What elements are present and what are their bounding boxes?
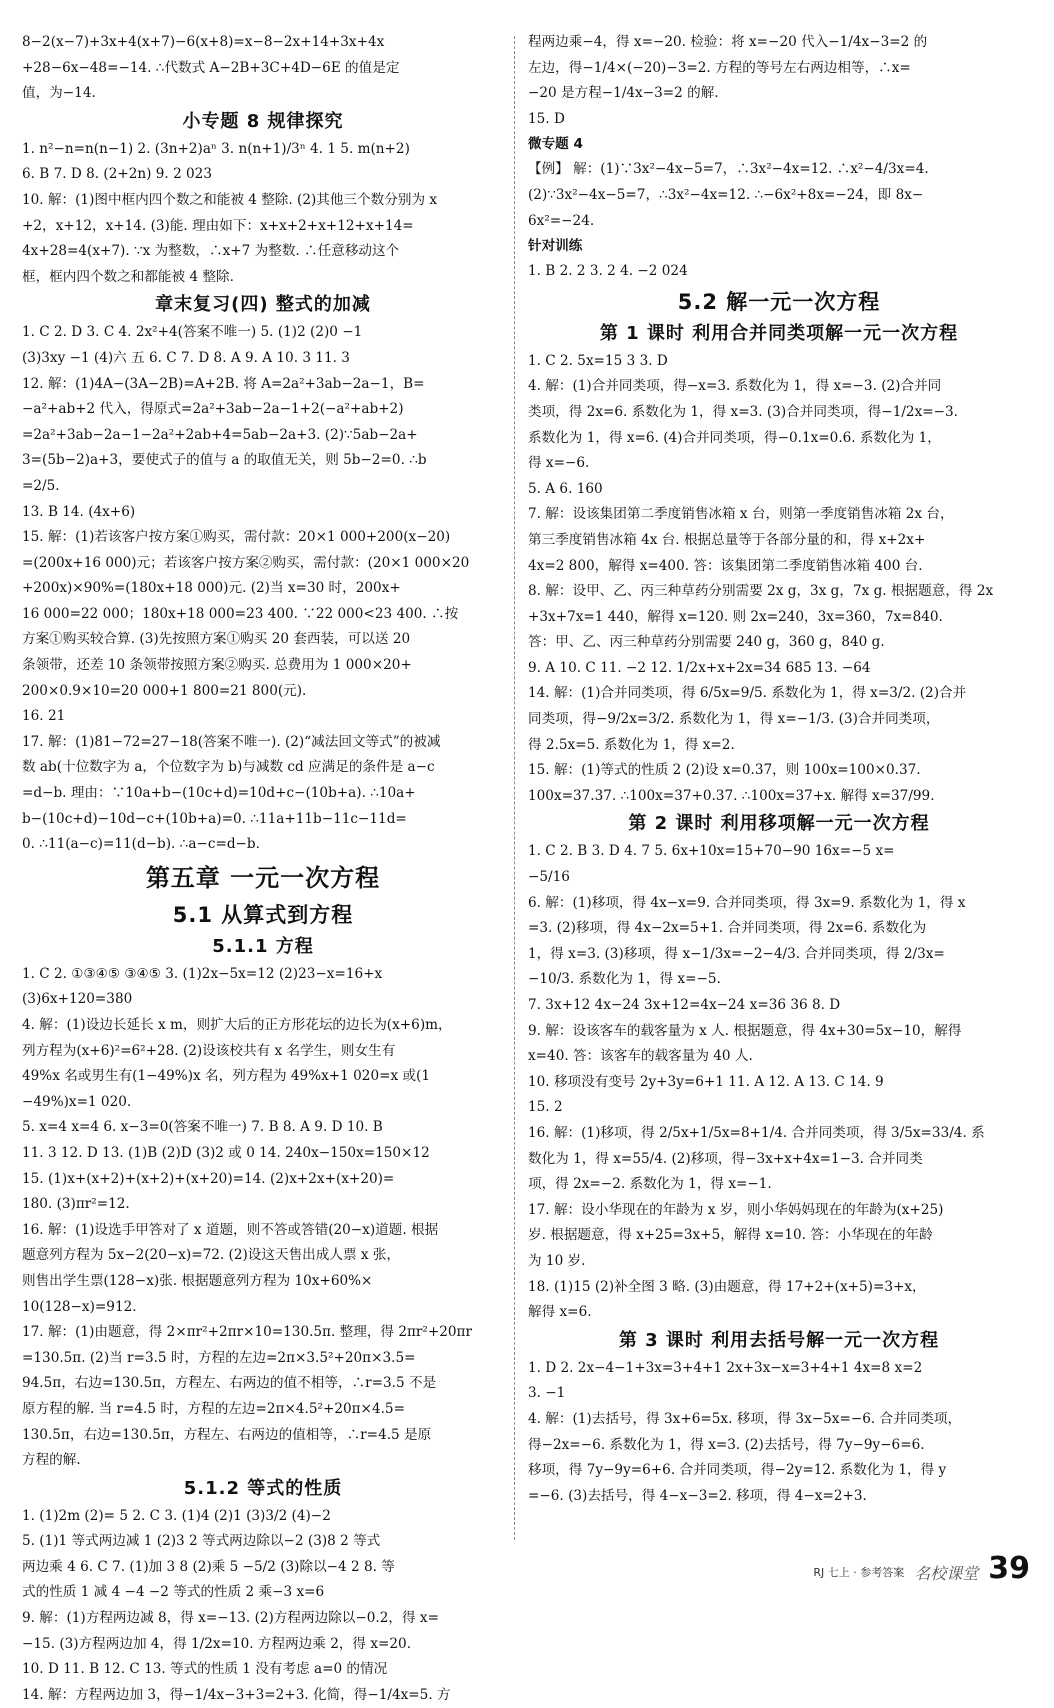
answer-line: 式的性质 1 减 4 −4 −2 等式的性质 2 乘−3 x=6 bbox=[22, 1584, 325, 1601]
answer-line: 5. x=4 x=4 6. x−3=0(答案不唯一) 7. B 8. A 9. D 10. B bbox=[22, 1119, 383, 1136]
answer-line: 则售出学生票(128−x)张. 根据题意列方程为 10x+60%× bbox=[22, 1272, 373, 1289]
answer-line: 12. 解：(1)4A−(3A−2B)=A+2B. 将 A=2a²+3ab−2a−1，B= bbox=[22, 375, 425, 392]
answer-line: 答：甲、乙、丙三种草药分别需要 240 g，360 g，840 g. bbox=[528, 634, 885, 651]
answer-line: 左边，得−1/4×(−20)−3=2. 方程的等号左右两边相等，∴x= bbox=[528, 59, 911, 76]
answer-line: 原方程的解. 当 r=4.5 时，方程的左边=2π×4.5²+20π×4.5= bbox=[22, 1400, 405, 1417]
answer-line: 10. D 11. B 12. C 13. 等式的性质 1 没有考虑 a=0 的情况 bbox=[22, 1661, 388, 1678]
answer-line: =d−b. 理由：∵10a+b−(10c+d)=10d+c−(10b+a). ∴10a+ bbox=[22, 785, 416, 802]
section-heading: 章末复习(四) 整式的加减 bbox=[155, 294, 371, 316]
subsection-label: 微专题 4 bbox=[528, 136, 583, 153]
answer-line: 题意列方程为 5x−2(20−x)=72. (2)设这天售出成人票 x 张， bbox=[22, 1247, 401, 1264]
answer-line: =(200x+16 000)元；若该客户按方案②购买，需付款：(20×1 000×20 bbox=[22, 554, 470, 571]
answer-line: 1，得 x=3. (3)移项，得 x−1/3x=−2−4/3. 合并同类项，得 2/3x= bbox=[528, 945, 945, 962]
answer-line: 14. 解：(1)合并同类项，得 6/5x=9/5. 系数化为 1，得 x=3/2. (2)合并 bbox=[528, 685, 967, 702]
answer-line: 同类项，得−9/2x=3/2. 系数化为 1，得 x=−1/3. (3)合并同类项， bbox=[528, 711, 940, 728]
section-heading: 第 3 课时 利用去括号解一元一次方程 bbox=[618, 1329, 940, 1351]
answer-line: 1. D 2. 2x−4−1+3x=3+4+1 2x+3x−x=3+4+1 4x=8 x=2 bbox=[528, 1359, 923, 1376]
left-column bbox=[22, 30, 504, 1708]
answer-line: 16 000=22 000；180x+18 000=23 400. ∵22 000<23 400. ∴按 bbox=[22, 605, 459, 622]
answer-line: 岁. 根据题意，得 x+25=3x+5，解得 x=10. 答：小华现在的年龄 bbox=[528, 1227, 933, 1244]
answer-line: 16. 解：(1)设选手甲答对了 x 道题，则不答或答错(20−x)道题. 根据 bbox=[22, 1221, 439, 1238]
answer-line: 15. D bbox=[528, 110, 565, 127]
answer-line: 5. (1)1 等式两边减 1 (2)3 2 等式两边除以−2 (3)8 2 等式 bbox=[22, 1533, 381, 1550]
answer-line: 得 x=−6. bbox=[528, 455, 590, 472]
answer-line: 1. n²−n=n(n−1) 2. (3n+2)aⁿ 3. n(n+1)/3ⁿ 4. 1 5. m(n+2) bbox=[22, 140, 410, 157]
answer-line: 条领带，还差 10 条领带按照方案②购买. 总费用为 1 000×20+ bbox=[22, 657, 412, 674]
answer-line: 9. 解：设该客车的载客量为 x 人. 根据题意，得 4x+30=5x−10，解得 bbox=[528, 1022, 962, 1039]
answer-line: −5/16 bbox=[528, 869, 570, 886]
answer-line: 值，为−14. bbox=[22, 85, 96, 102]
answer-line: 4. 解：(1)合并同类项，得−x=3. 系数化为 1，得 x=−3. (2)合并同 bbox=[528, 378, 942, 395]
answer-line: 14. 解：方程两边加 3，得−1/4x−3+3=2+3. 化简，得−1/4x=5. 方 bbox=[22, 1686, 451, 1703]
answer-line: (3)3xy −1 (4)六 五 6. C 7. D 8. A 9. A 10. 3 11. 3 bbox=[22, 349, 350, 366]
answer-line: 方案①购买较合算. (3)先按照方案①购买 20 套西装，可以送 20 bbox=[22, 631, 411, 648]
answer-line: 4. 解：(1)去括号，得 3x+6=5x. 移项，得 3x−5x=−6. 合并同类项， bbox=[528, 1410, 962, 1427]
answer-line: b−(10c+d)−10d−c+(10b+a)=0. ∴11a+11b−11c−11d= bbox=[22, 810, 407, 827]
answer-line: 第三季度销售冰箱 4x 台. 根据总量等于各部分量的和，得 x+2x+ bbox=[528, 531, 926, 548]
answer-line: 方程的解. bbox=[22, 1452, 81, 1469]
answer-line: −10/3. 系数化为 1，得 x=−5. bbox=[528, 971, 721, 988]
answer-line: 8−2(x−7)+3x+4(x+7)−6(x+8)=x−8−2x+14+3x+4x bbox=[22, 34, 385, 50]
answer-line: 13. B 14. (4x+6) bbox=[22, 503, 136, 520]
answer-line: =2a²+3ab−2a−1−2a²+2ab+4=5ab−2a+3. (2)∵5ab−2a+ bbox=[22, 426, 418, 443]
answer-line: 4. 解：(1)设边长延长 x m，则扩大后的正方形花坛的边长为(x+6)m， bbox=[22, 1017, 452, 1033]
answer-line: (3)6x+120=380 bbox=[22, 991, 133, 1008]
section-heading: 第 2 课时 利用移项解一元一次方程 bbox=[628, 813, 930, 835]
answer-line: 为 10 岁. bbox=[528, 1252, 586, 1269]
answer-line: 3. −1 bbox=[528, 1385, 566, 1402]
answer-line: 9. A 10. C 11. −2 12. 1/2x+x+2x=34 685 13. −64 bbox=[528, 659, 871, 676]
answer-line: 94.5π，右边=130.5π，方程左、右两边的值不相等，∴r=3.5 不是 bbox=[22, 1375, 437, 1392]
answer-line: 16. 21 bbox=[22, 708, 66, 725]
answer-line: −15. (3)方程两边加 4，得 1/2x=10. 方程两边乘 2，得 x=20. bbox=[22, 1635, 412, 1652]
section-heading: 5.1.2 等式的性质 bbox=[183, 1477, 343, 1499]
answer-line: 17. 解：(1)由题意，得 2×πr²+2πr×10=130.5π. 整理，得 2πr²+20πr bbox=[22, 1324, 472, 1341]
answer-line: 得 2.5x=5. 系数化为 1，得 x=2. bbox=[528, 736, 735, 753]
answer-line: +2，x+12，x+14. (3)能. 理由如下：x+x+2+x+12+x+14= bbox=[22, 217, 414, 234]
column-divider bbox=[514, 36, 515, 1540]
answer-line: 7. 解：设该集团第二季度销售冰箱 x 台，则第一季度销售冰箱 2x 台， bbox=[528, 506, 954, 523]
answer-line: +200x)×90%=(180x+18 000)元. (2)当 x=30 时，200x+ bbox=[22, 580, 401, 597]
answer-line: 列方程为(x+6)²=6²+28. (2)设该校共有 x 名学生，则女生有 bbox=[22, 1042, 396, 1059]
right-column bbox=[528, 30, 1030, 1509]
section-heading: 第五章 一元一次方程 bbox=[145, 863, 381, 892]
answer-line: 4x=2 800，解得 x=400. 答：该集团第二季度销售冰箱 400 台. bbox=[528, 557, 923, 574]
answer-line: 数化为 1，得 x=55/4. (2)移项，得−3x+x+4x=1−3. 合并同类 bbox=[528, 1150, 923, 1167]
section-heading: 第 1 课时 利用合并同类项解一元一次方程 bbox=[599, 322, 959, 344]
answer-line: 1. (1)2m (2)= 5 2. C 3. (1)4 (2)1 (3)3/2 (4)−2 bbox=[22, 1507, 331, 1524]
answer-line: +3x+7x=1 440，解得 x=120. 则 2x=240，3x=360，7x=840. bbox=[528, 608, 943, 625]
section-heading: 5.2 解一元一次方程 bbox=[677, 289, 881, 314]
answer-line: 15. (1)x+(x+2)+(x+2)+(x+20)=14. (2)x+2x+(x+20)= bbox=[22, 1170, 395, 1187]
answer-line: 200×0.9×10=20 000+1 800=21 800(元). bbox=[22, 682, 307, 699]
answer-line: 项，得 2x=−2. 系数化为 1，得 x=−1. bbox=[528, 1176, 772, 1193]
answer-line: (2)∵3x²−4x−5=7，∴3x²−4x=12. ∴−6x²+8x=−24，即 8x− bbox=[528, 186, 924, 203]
answer-line: 18. (1)15 (2)补全图 3 略. (3)由题意，得 17+2+(x+5)=3+x， bbox=[528, 1278, 926, 1295]
answer-line: −a²+ab+2 代入，得原式=2a²+3ab−2a−1+2(−a²+ab+2) bbox=[22, 401, 404, 418]
answer-line: 6. B 7. D 8. (2+2n) 9. 2 023 bbox=[22, 166, 212, 183]
answer-line: 49%x 名或男生有(1−49%)x 名，列方程为 49%x+1 020=x 或(1 bbox=[22, 1068, 431, 1085]
section-heading: 5.1 从算式到方程 bbox=[172, 902, 354, 927]
answer-line: 15. 2 bbox=[528, 1099, 563, 1116]
page-number: 39 bbox=[988, 1551, 1030, 1586]
answer-line: 类项，得 2x=6. 系数化为 1，得 x=3. (3)合并同类项，得−1/2x=−3. bbox=[528, 403, 958, 420]
answer-line: 130.5π，右边=130.5π，方程左、右两边的值相等，∴r=4.5 是原 bbox=[22, 1426, 432, 1443]
answer-line: 0. ∴11(a−c)=11(d−b). ∴a−c=d−b. bbox=[22, 836, 260, 853]
answer-line: 4x+28=4(x+7). ∵x 为整数，∴x+7 为整数. ∴任意移动这个 bbox=[22, 243, 400, 260]
answer-line: 系数化为 1，得 x=6. (4)合并同类项，得−0.1x=0.6. 系数化为 1， bbox=[528, 429, 941, 446]
section-heading: 小专题 8 规律探究 bbox=[182, 110, 344, 132]
answer-line: 解得 x=6. bbox=[528, 1304, 592, 1321]
answer-line: 数 ab(十位数字为 a，个位数字为 b)与减数 cd 应满足的条件是 a−c bbox=[22, 759, 435, 776]
footer-label: RJ 七上 · 参考答案 bbox=[813, 1566, 905, 1579]
answer-line: 10. 解：(1)图中框内四个数之和能被 4 整除. (2)其他三个数分别为 x bbox=[22, 191, 438, 208]
answer-line: 8. 解：设甲、乙、丙三种草药分别需要 2x g，3x g，7x g. 根据题意，得 2x bbox=[528, 583, 994, 600]
answer-line: −20 是方程−1/4x−3=2 的解. bbox=[528, 85, 719, 102]
answer-line: 1. B 2. 2 3. 2 4. −2 024 bbox=[528, 263, 688, 280]
answer-line: 15. 解：(1)若该客户按方案①购买，需付款：20×1 000+200(x−20) bbox=[22, 529, 451, 546]
answer-line: −49%)x=1 020. bbox=[22, 1093, 132, 1110]
answer-line: 【例】 解：(1)∵3x²−4x−5=7，∴3x²−4x=12. ∴x²−4/3x=4. bbox=[528, 161, 929, 178]
answer-line: 1. C 2. ①③④⑤ ③④⑤ 3. (1)2x−5x=12 (2)23−x=16+x bbox=[22, 965, 383, 982]
answer-line: 3=(5b−2)a+3，要使式子的值与 a 的取值无关，则 5b−2=0. ∴b bbox=[22, 452, 427, 469]
answer-line: 17. 解：(1)81−72=27−18(答案不唯一). (2)“减法回文等式”的被减 bbox=[22, 733, 441, 750]
answer-line: 7. 3x+12 4x−24 3x+12=4x−24 x=36 36 8. D bbox=[528, 997, 841, 1013]
answer-line: 得−2x=−6. 系数化为 1，得 x=3. (2)去括号，得 7y−9y−6=6. bbox=[528, 1436, 925, 1453]
answer-line: 10(128−x)=912. bbox=[22, 1298, 137, 1315]
section-heading: 5.1.1 方程 bbox=[212, 935, 314, 957]
answer-line: 9. 解：(1)方程两边减 8，得 x=−13. (2)方程两边除以−0.2，得 x= bbox=[22, 1610, 439, 1627]
answer-line: 15. 解：(1)等式的性质 2 (2)设 x=0.37，则 100x=100×0.37. bbox=[528, 762, 921, 779]
page-footer bbox=[813, 1551, 1030, 1586]
answer-line: x=40. 答：该客车的载客量为 40 人. bbox=[528, 1048, 753, 1065]
answer-line: 6x²=−24. bbox=[528, 212, 595, 229]
answer-line: 10. 移项没有变号 2y+3y=6+1 11. A 12. A 13. C 14. 9 bbox=[528, 1073, 884, 1090]
answer-line: 两边乘 4 6. C 7. (1)加 3 8 (2)乘 5 −5/2 (3)除以−4 2 8. 等 bbox=[22, 1558, 395, 1575]
answer-line: 1. C 2. D 3. C 4. 2x²+4(答案不唯一) 5. (1)2 (2)0 −1 bbox=[22, 324, 363, 341]
answer-line: 17. 解：设小华现在的年龄为 x 岁，则小华妈妈现在的年龄为(x+25) bbox=[528, 1201, 944, 1218]
answer-line: 1. C 2. B 3. D 4. 7 5. 6x+10x=15+70−90 16x=−5 x= bbox=[528, 843, 895, 860]
answer-line: 180. (3)πr²=12. bbox=[22, 1196, 130, 1213]
answer-line: =3. (2)移项，得 4x−2x=5+1. 合并同类项，得 2x=6. 系数化为 bbox=[528, 920, 927, 937]
answer-line: 16. 解：(1)移项，得 2/5x+1/5x=8+1/4. 合并同类项，得 3/5x=33/4. 系 bbox=[528, 1124, 985, 1141]
answer-line: 程两边乘−4，得 x=−20. 检验：将 x=−20 代入−1/4x−3=2 的 bbox=[528, 34, 928, 50]
answer-line: 5. A 6. 160 bbox=[528, 480, 603, 497]
subsection-label: 针对训练 bbox=[528, 238, 583, 255]
answer-line: 框，框内四个数之和都能被 4 整除. bbox=[22, 268, 234, 285]
answer-line: 11. 3 12. D 13. (1)B (2)D (3)2 或 0 14. 240x−150x=150×12 bbox=[22, 1144, 430, 1161]
answer-line: 100x=37.37. ∴100x=37+0.37. ∴100x=37+x. 解得 x=37/99. bbox=[528, 787, 935, 804]
answer-line: 6. 解：(1)移项，得 4x−x=9. 合并同类项，得 3x=9. 系数化为 1，得 x bbox=[528, 894, 966, 911]
answer-line: =130.5π. (2)当 r=3.5 时，方程的左边=2π×3.5²+20π×3.5= bbox=[22, 1349, 416, 1366]
brand-logo-text: 名校课堂 bbox=[914, 1564, 979, 1583]
answer-line: =−6. (3)去括号，得 4−x−3=2. 移项，得 4−x=2+3. bbox=[528, 1487, 867, 1504]
answer-line: 1. C 2. 5x=15 3 3. D bbox=[528, 352, 668, 369]
answer-line: 移项，得 7y−9y=6+6. 合并同类项，得−2y=12. 系数化为 1，得 y bbox=[528, 1462, 947, 1479]
answer-line: =2/5. bbox=[22, 477, 60, 494]
answer-line: +28−6x−48=−14. ∴代数式 A−2B+3C+4D−6E 的值是定 bbox=[22, 59, 400, 76]
